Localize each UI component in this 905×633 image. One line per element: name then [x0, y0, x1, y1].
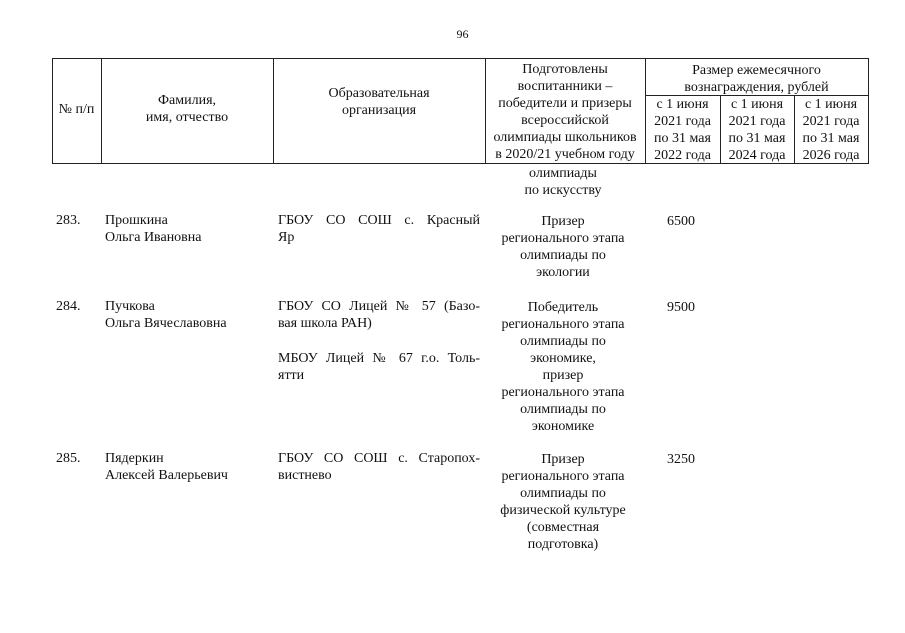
header-prepared: Подготовлены воспитанники – победители и призеры всероссийской олимпиады школьников в 2020/21 учебном году	[493, 62, 637, 162]
achievement: Победитель регионального этапа олимпиады по экономике, призер регионального этапа олимпиады по экономике	[501, 300, 625, 434]
award-amount: 3250	[667, 452, 695, 467]
person-name: Прошкина Ольга Ивановна	[105, 213, 202, 245]
award-amount: 9500	[667, 300, 695, 315]
row-number: 284.	[56, 299, 81, 314]
header-num: № п/п	[58, 102, 95, 117]
person-name: Пучкова Ольга Вячеславовна	[105, 299, 227, 331]
page-number: 96	[456, 27, 469, 41]
header-name: Фамилия, имя, отчество	[145, 93, 229, 125]
header-period-2026: с 1 июня 2021 года по 31 мая 2026 года	[802, 97, 860, 163]
award-amount: 6500	[667, 214, 695, 229]
header-period-2024: с 1 июня 2021 года по 31 мая 2024 года	[728, 97, 786, 163]
header-period-2022: с 1 июня 2021 года по 31 мая 2022 года	[654, 97, 711, 163]
organization: ГБОУ СО СОШ с. Старопох- вистнево	[278, 451, 480, 483]
achievement: Призер регионального этапа олимпиады по физической культуре (совместная подготовка)	[500, 452, 626, 552]
row-number: 285.	[56, 451, 81, 466]
achievement: Призер регионального этапа олимпиады по экологии	[501, 214, 625, 280]
organization-secondary: МБОУ Лицей № 67 г.о. Толь- ятти	[278, 351, 480, 383]
row-number: 283.	[56, 213, 81, 228]
header-org: Образовательная организация	[328, 86, 430, 118]
carry-over-achievement: олимпиады по искусству	[524, 166, 602, 198]
person-name: Пядеркин Алексей Валерьевич	[105, 451, 228, 483]
header-award: Размер ежемесячного вознаграждения, рублей	[684, 63, 829, 95]
organization: ГБОУ СО СОШ с. Красный Яр	[278, 213, 480, 245]
organization: ГБОУ СО Лицей № 57 (Базо- вая школа РАН)	[278, 299, 480, 331]
